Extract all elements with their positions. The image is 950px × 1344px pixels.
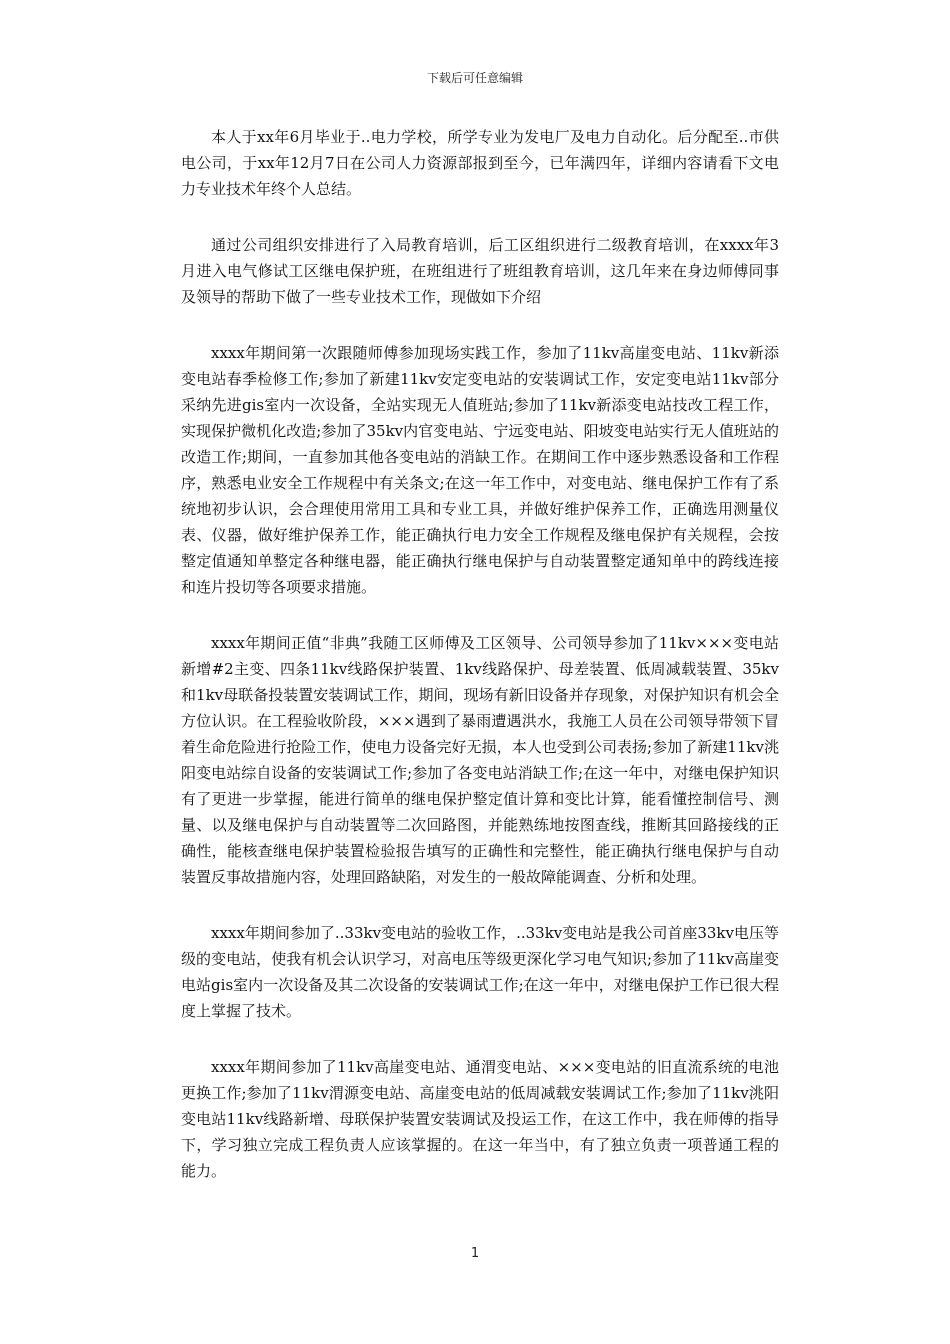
paragraph-intro: 本人于xx年6月毕业于..电力学校，所学专业为发电厂及电力自动化。后分配至..市供电公司，于xx年12月7日在公司人力资源部报到至今，已年满四年，详细内容请看下文电力专业技术年终个人总结。	[181, 128, 779, 198]
document-body	[181, 124, 779, 1214]
paragraph-second-year: xxxx年期间正值“非典”我随工区师傅及工区领导、公司领导参加了11kv×××变电站新增#2主变、四条11kv线路保护装置、1kv线路保护、母差装置、低周减载装置、35kv和1kv母联备投装置安装调试工作，期间，现场有新旧设备并存现象，对保护知识有机会全方位认识。在工程验收阶段，×××遇到了暴雨遭遇洪水，我施工人员在公司领导带领下冒着生命危险进行抢险工作，使电力设备完好无损，本人也受到公司表扬;参加了新建11kv洮阳变电站综自设备的安装调试工作;参加了各变电站消缺工作;在这一年中，对继电保护知识有了更进一步掌握，能进行简单的继电保护整定值计算和变比计算，能看懂控制信号、测量、以及继电保护与自动装置等二次回路图，并能熟练地按图查线，推断其回路接线的正确性，能核查继电保护装置检验报告填写的正确性和完整性，能正确执行继电保护与自动装置反事故措施内容，处理回路缺陷，对发生的一般故障能调查、分析和处理。	[181, 634, 779, 886]
paragraph-fourth-year: xxxx年期间参加了11kv高崖变电站、通渭变电站、×××变电站的旧直流系统的电池更换工作;参加了11kv渭源变电站、高崖变电站的低周减载安装调试工作;参加了11kv洮阳变电站11kv线路新增、母联保护装置安装调试及投运工作，在这工作中，我在师傅的指导下，学习独立完成工程负责人应该掌握的。在这一年当中，有了独立负责一项普通工程的能力。	[181, 1058, 779, 1180]
page-header: 下载后可任意编辑	[426, 71, 523, 85]
paragraph-third-year: xxxx年期间参加了..33kv变电站的验收工作，..33kv变电站是我公司首座33kv电压等级的变电站，使我有机会认识学习，对高电压等级更深化学习电气知识;参加了11kv高崖变电站gis室内一次设备及其二次设备的安装调试工作;在这一年中，对继电保护工作已很大程度上掌握了技术。	[181, 924, 779, 1020]
paragraph-training: 通过公司组织安排进行了入局教育培训，后工区组织进行二级教育培训，在xxxx年3月进入电气修试工区继电保护班，在班组进行了班组教育培训，这几年来在身边师傅同事及领导的帮助下做了一些专业技术工作，现做如下介绍	[181, 236, 779, 306]
paragraph-first-year: xxxx年期间第一次跟随师傅参加现场实践工作，参加了11kv高崖变电站、11kv新添变电站春季检修工作;参加了新建11kv安定变电站的安装调试工作，安定变电站11kv部分采纳先进gis室内一次设备，全站实现无人值班站;参加了11kv新添变电站技改工程工作，实现保护微机化改造;参加了35kv内官变电站、宁远变电站、阳坡变电站实行无人值班站的改造工作;期间，一直参加其他各变电站的消缺工作。在期间工作中逐步熟悉设备和工作程序，熟悉电业安全工作规程中有关条文;在这一年工作中，对变电站、继电保护工作有了系统地初步认识，会合理使用常用工具和专业工具，并做好维护保养工作，正确选用测量仪表、仪器，做好维护保养工作，能正确执行电力安全工作规程及继电保护有关规程，会按整定值通知单整定各种继电器，能正确执行继电保护与自动装置整定通知单中的跨线连接和连片投切等各项要求措施。	[181, 344, 779, 596]
page-number: 1	[470, 1246, 480, 1261]
